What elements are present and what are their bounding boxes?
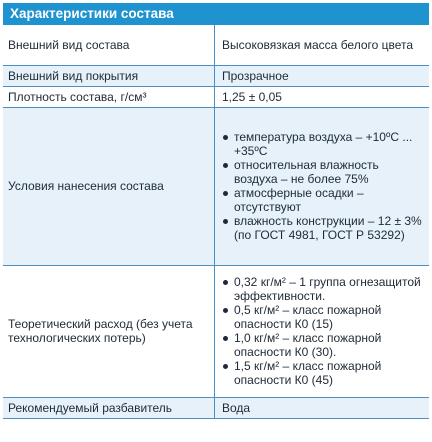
table-title: Характеристики состава (3, 3, 429, 25)
row-key: Внешний вид покрытия (3, 65, 215, 86)
table-row (3, 25, 429, 65)
row-value (215, 265, 430, 397)
list-item: 1,0 кг/м² – класс пожарной опасности К0 (30). (222, 331, 423, 359)
row-value: Вода (215, 397, 430, 418)
list-item: атмосферные осадки – отсутствуют (222, 186, 423, 214)
row-value (215, 107, 430, 265)
bullet-list (222, 275, 423, 387)
row-key: Плотность состава, г/см³ (3, 86, 215, 107)
row-key: Условия нанесения состава (3, 107, 215, 265)
spec-table (3, 25, 429, 419)
list-item: 0,32 кг/м² – 1 группа огнезащитой эффективности. (222, 275, 423, 303)
row-key: Рекомендуемый разбавитель (3, 397, 215, 418)
list-item: относительная влажность воздуха – не более 75% (222, 158, 423, 186)
list-item: температура воздуха – +10ºС ... +35ºС (222, 130, 423, 158)
row-value: Прозрачное (215, 65, 430, 86)
table-row (3, 107, 429, 265)
table-row (3, 86, 429, 107)
table-row (3, 265, 429, 397)
bullet-list (222, 130, 423, 242)
table-row (3, 65, 429, 86)
list-item: 0,5 кг/м² – класс пожарной опасности К0 (15) (222, 303, 423, 331)
row-value: 1,25 ± 0,05 (215, 86, 430, 107)
table-row (3, 397, 429, 418)
row-key: Теоретический расход (без учета технологических потерь) (3, 265, 215, 397)
row-value: Высоковязкая масса белого цвета (215, 25, 430, 65)
list-item: 1,5 кг/м² – класс пожарной опасности К0 (45) (222, 359, 423, 387)
list-item: влажность конструкции – 12 ± 3% (по ГОСТ 4981, ГОСТ Р 53292) (222, 214, 423, 242)
row-key: Внешний вид состава (3, 25, 215, 65)
